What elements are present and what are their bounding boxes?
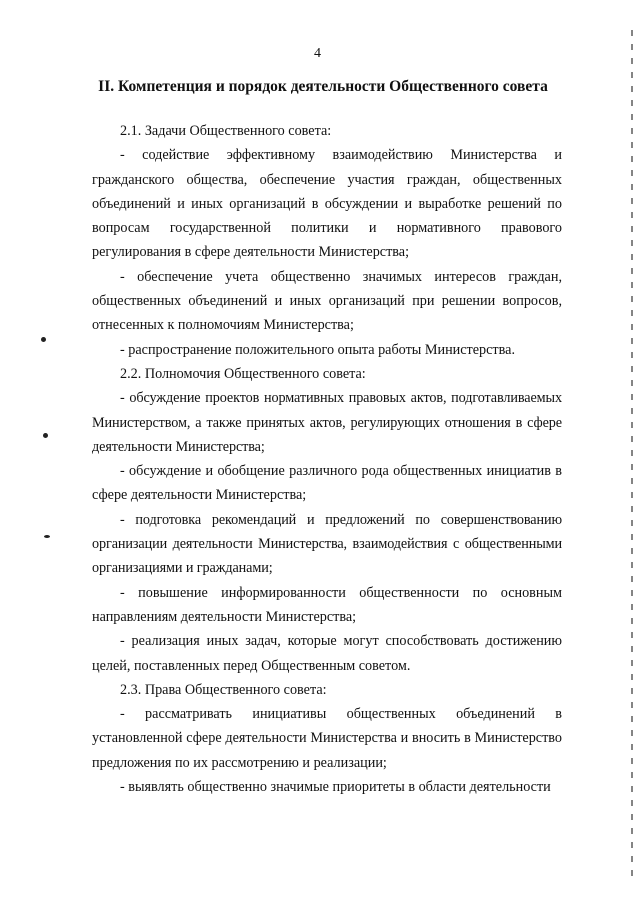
- paragraph: - обеспечение учета общественно значимых интересов граждан, общественных объединений и иных организаций при решении вопросов, отнесенных к полномочиям Министерства;: [92, 268, 562, 334]
- paragraph: - рассматривать инициативы общественных объединений в установленной сфере деятельности Министерства и вносить в Министерство предложения по их рассмотрению и реализации;: [92, 706, 562, 771]
- page-number: 4: [314, 46, 321, 61]
- paragraph: - распространение положительного опыта работы Министерства.: [120, 341, 515, 358]
- paragraph: - обсуждение проектов нормативных правовых актов, подготавливаемых Министерством, а также принятых актов, регулирующих отношения в сфере деятельности Министерства;: [92, 390, 562, 455]
- paragraph-2-2-heading: 2.2. Полномочия Общественного совета:: [120, 365, 366, 382]
- scan-speck: [41, 337, 46, 342]
- scan-speck: [43, 433, 48, 438]
- section-title: II. Компетенция и порядок деятельности Общественного совета: [98, 78, 548, 95]
- body-text: [92, 119, 562, 799]
- paragraph: - реализация иных задач, которые могут способствовать достижению целей, поставленных перед Общественным советом.: [92, 633, 562, 674]
- paragraph: - выявлять общественно значимые приоритеты в области деятельности: [120, 779, 551, 796]
- scan-speck: [44, 535, 50, 538]
- paragraph: - обсуждение и обобщение различного рода общественных инициатив в сфере деятельности Министерства;: [92, 463, 562, 504]
- paragraph: - повышение информированности общественности по основным направлениям деятельности Министерства;: [92, 584, 562, 625]
- paragraph: - содействие эффективному взаимодействию Министерства и гражданского общества, обеспечение участия граждан, общественных объединений и иных организаций в обсуждении и выработке решений по вопросам государственной политики и нормативного правового регулирования в сфере деятельности Министерства;: [92, 147, 562, 261]
- scan-edge-artifact: [631, 30, 633, 880]
- paragraph-2-1-heading: 2.1. Задачи Общественного совета:: [120, 123, 332, 139]
- paragraph-2-3-heading: 2.3. Права Общественного совета:: [120, 681, 327, 698]
- paragraph: - подготовка рекомендаций и предложений по совершенствованию организации деятельности Министерства, взаимодействия с общественными организациями и гражданами;: [92, 511, 562, 577]
